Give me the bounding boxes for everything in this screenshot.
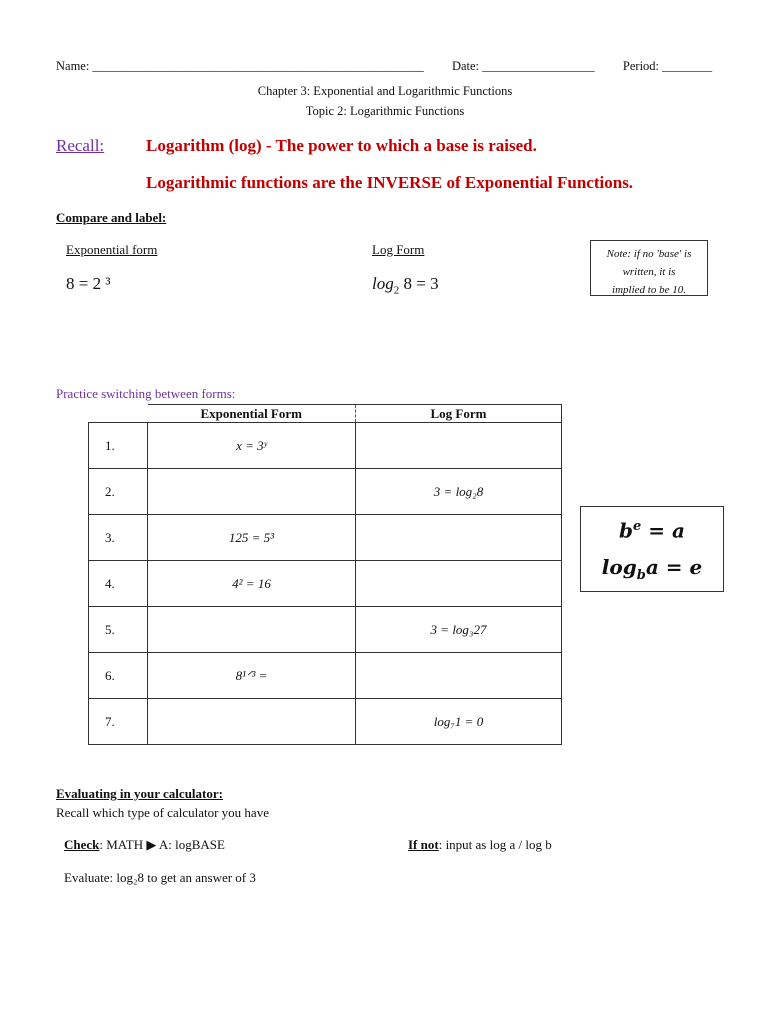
note-box — [590, 240, 708, 296]
row-number: 5. — [89, 607, 148, 653]
table-row — [89, 423, 562, 469]
date-blank: __________________ — [482, 59, 595, 73]
table-header-log: Log Form — [356, 405, 562, 423]
exponential-form-label: Exponential form — [66, 242, 158, 257]
log-cell[interactable] — [356, 561, 562, 607]
table-row — [89, 561, 562, 607]
exponential-cell[interactable]: 8¹ᐟ³ = — [148, 653, 356, 699]
log-example-prefix: log — [372, 274, 394, 293]
exponential-example: 8 = 2 ³ — [66, 274, 111, 293]
exponential-cell[interactable] — [148, 469, 356, 515]
formula-log: $\log_ba = e$ — [601, 555, 703, 583]
calculator-recall-text: Recall which type of calculator you have — [56, 805, 269, 820]
practice-body — [89, 423, 562, 745]
exponential-cell[interactable] — [148, 607, 356, 653]
log-example-base: 2 — [393, 284, 400, 297]
date-label: Date: — [451, 59, 480, 73]
recall-label: Recall: — [56, 136, 105, 155]
log-example-rest: 8 = 3 — [399, 274, 439, 293]
note-line-3: implied to be 10. — [612, 284, 686, 296]
table-row — [89, 699, 562, 745]
table-row — [89, 469, 562, 515]
name-label: Name: — [56, 59, 90, 73]
check-text: : MATH ▶ A: logBASE — [99, 837, 225, 852]
formula-exponential: $b^e = a$ — [619, 518, 685, 543]
row-number: 6. — [89, 653, 148, 699]
log-cell[interactable] — [356, 515, 562, 561]
chapter-title: Chapter 3: Exponential and Logarithmic Functions — [257, 84, 513, 98]
recall-definition: Logarithm (log) - The power to which a base is raised. — [146, 136, 537, 155]
ifnot-line — [408, 837, 552, 853]
table-header-blank — [89, 405, 148, 423]
row-number: 7. — [89, 699, 148, 745]
row-number: 2. — [89, 469, 148, 515]
ifnot-text: : input as log a / log b — [438, 837, 552, 852]
compare-label: Compare and label: — [56, 210, 167, 225]
exponential-cell[interactable]: x = 3ʸ — [148, 423, 356, 469]
exponential-cell[interactable] — [148, 699, 356, 745]
period-blank: ________ — [662, 59, 713, 73]
row-number: 3. — [89, 515, 148, 561]
table-row — [89, 515, 562, 561]
log-example — [372, 274, 439, 296]
exponential-cell[interactable]: 125 = 5³ — [148, 515, 356, 561]
header-row — [56, 59, 712, 74]
check-label: Check — [64, 837, 100, 852]
formula-box — [580, 506, 724, 592]
log-cell[interactable]: log₇1 = 0 — [356, 699, 562, 745]
exponential-cell[interactable]: 4² = 16 — [148, 561, 356, 607]
row-number: 4. — [89, 561, 148, 607]
table-row — [89, 607, 562, 653]
log-cell[interactable]: 3 = log₃27 — [356, 607, 562, 653]
period-label: Period: — [622, 59, 660, 73]
table-header-exponential: Exponential Form — [148, 405, 356, 423]
table-row — [89, 653, 562, 699]
practice-label: Practice switching between forms: — [56, 386, 236, 401]
row-number: 1. — [89, 423, 148, 469]
name-blank: _____________________________________________________ — [92, 59, 424, 73]
ifnot-label: If not — [408, 837, 439, 852]
recall-inverse: Logarithmic functions are the INVERSE of Exponential Functions. — [146, 173, 634, 192]
calculator-label: Evaluating in your calculator: — [56, 786, 223, 801]
note-line-1: Note: if no 'base' is — [606, 248, 692, 260]
evaluate-line: Evaluate: log₂8 to get an answer of 3 — [64, 870, 256, 885]
log-cell[interactable] — [356, 653, 562, 699]
practice-table — [88, 404, 562, 745]
log-cell[interactable] — [356, 423, 562, 469]
log-form-label: Log Form — [372, 242, 425, 257]
check-line — [64, 837, 225, 853]
note-line-2: written, it is — [622, 266, 676, 278]
topic-title: Topic 2: Logarithmic Functions — [305, 104, 465, 118]
log-cell[interactable]: 3 = log₂8 — [356, 469, 562, 515]
